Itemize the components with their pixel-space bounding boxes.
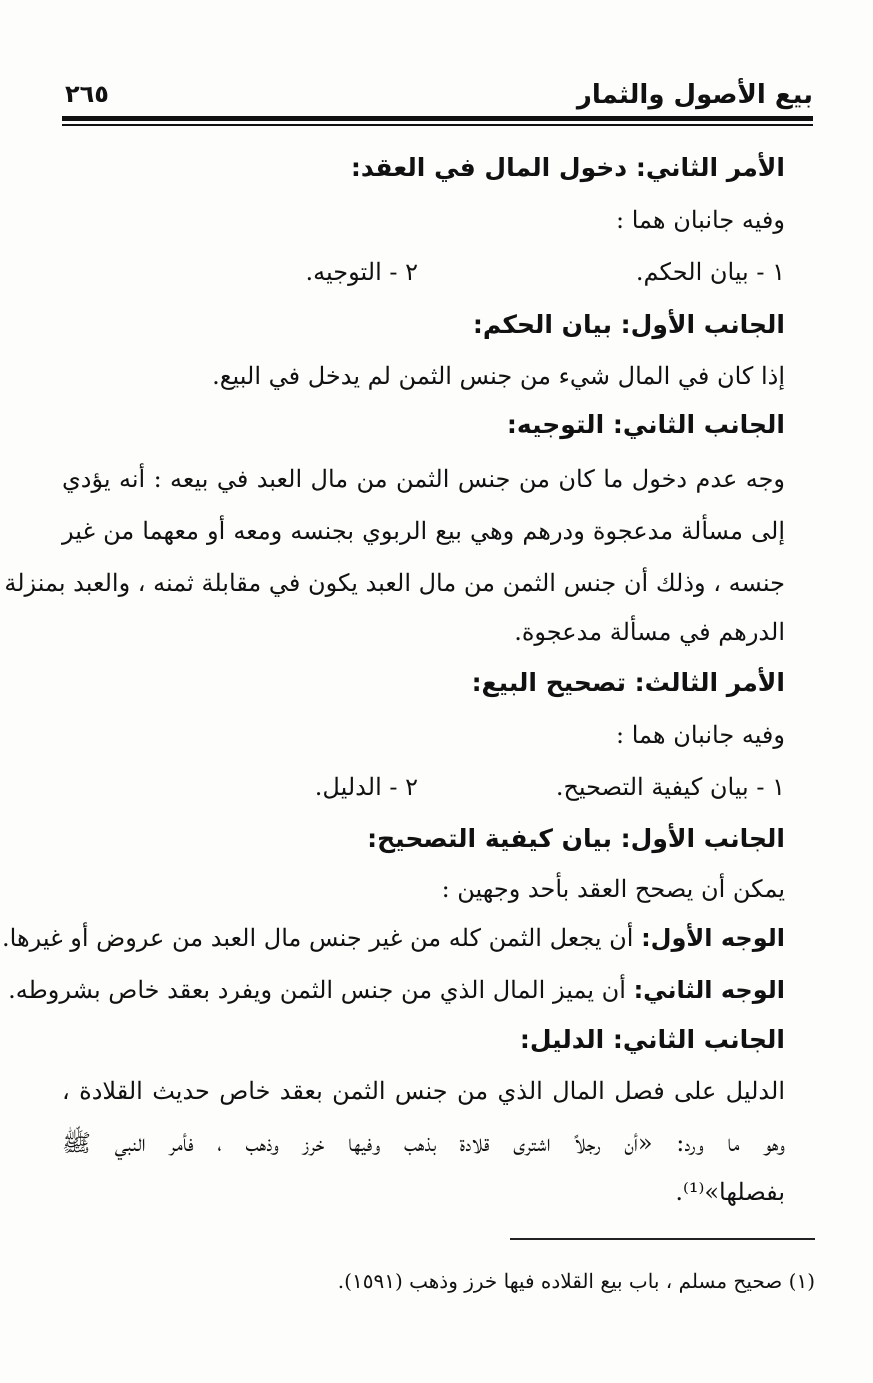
body-line: يمكن أن يصحح العقد بأحد وجهين : [441,875,785,903]
subsection-heading: الجانب الثاني: التوجيه: [506,410,785,439]
section-heading: الأمر الثالث: تصحيح البيع: [471,668,785,697]
paragraph-line: وهو ما ورد: «أن رجلاً اشترى قلادة بذهب وفيها خرز وذهب ، فأمر النبي ﷺ [62,1129,785,1157]
body-line: وفيه جانبان هما : [616,721,785,749]
method-line [2,918,785,958]
subsection-heading: الجانب الثاني: الدليل: [519,1025,785,1054]
method-label: الوجه الثاني: [633,976,785,1004]
subsection-heading: الجانب الأول: بيان كيفية التصحيح: [367,824,785,853]
body-line: إذا كان في المال شيء من جنس الثمن لم يدخل في البيع. [212,362,785,390]
list-item: ١ - بيان كيفية التصحيح. [555,773,785,801]
body-line: وفيه جانبان هما : [616,206,785,234]
header-rule-thin [62,124,813,126]
list-item: ١ - بيان الحكم. [635,258,785,286]
footnote-separator [510,1238,815,1240]
paragraph-line: وجه عدم دخول ما كان من جنس الثمن من مال العبد في بيعه : أنه يؤدي [62,465,785,493]
footnote: (١) صحيح مسلم ، باب بيع القلاده فيها خرز وذهب (١٥٩١). [337,1269,815,1293]
paragraph-line: الدرهم في مسألة مدعجوة. [514,618,785,646]
paragraph-line: الدليل على فصل المال الذي من جنس الثمن بعقد خاص حديث القلادة ، [62,1077,785,1105]
method-line [8,970,785,1010]
header-rule-thick [62,116,813,121]
subsection-heading: الجانب الأول: بيان الحكم: [472,310,785,339]
method-text: أن يميز المال الذي من جنس الثمن ويفرد بعقد خاص بشروطه. [8,976,634,1004]
paragraph-line: جنسه ، وذلك أن جنس الثمن من مال العبد يكون في مقابلة ثمنه ، والعبد بمنزلة [4,569,785,597]
method-text: أن يجعل الثمن كله من غير جنس مال العبد من عروض أو غيرها. [2,924,642,952]
page-number: ٢٦٥ [65,80,109,108]
running-header-title: بيع الأصول والثمار [576,80,813,110]
paragraph-line: إلى مسألة مدعجوة ودرهم وهي بيع الربوي بجنسه ومعه أو معهما من غير [62,517,785,545]
list-item: ٢ - الدليل. [314,773,418,801]
paragraph-line: بفصلها»⁽¹⁾. [675,1178,785,1206]
list-item: ٢ - التوجيه. [305,258,418,286]
section-heading: الأمر الثاني: دخول المال في العقد: [350,153,785,182]
method-label: الوجه الأول: [641,924,785,952]
